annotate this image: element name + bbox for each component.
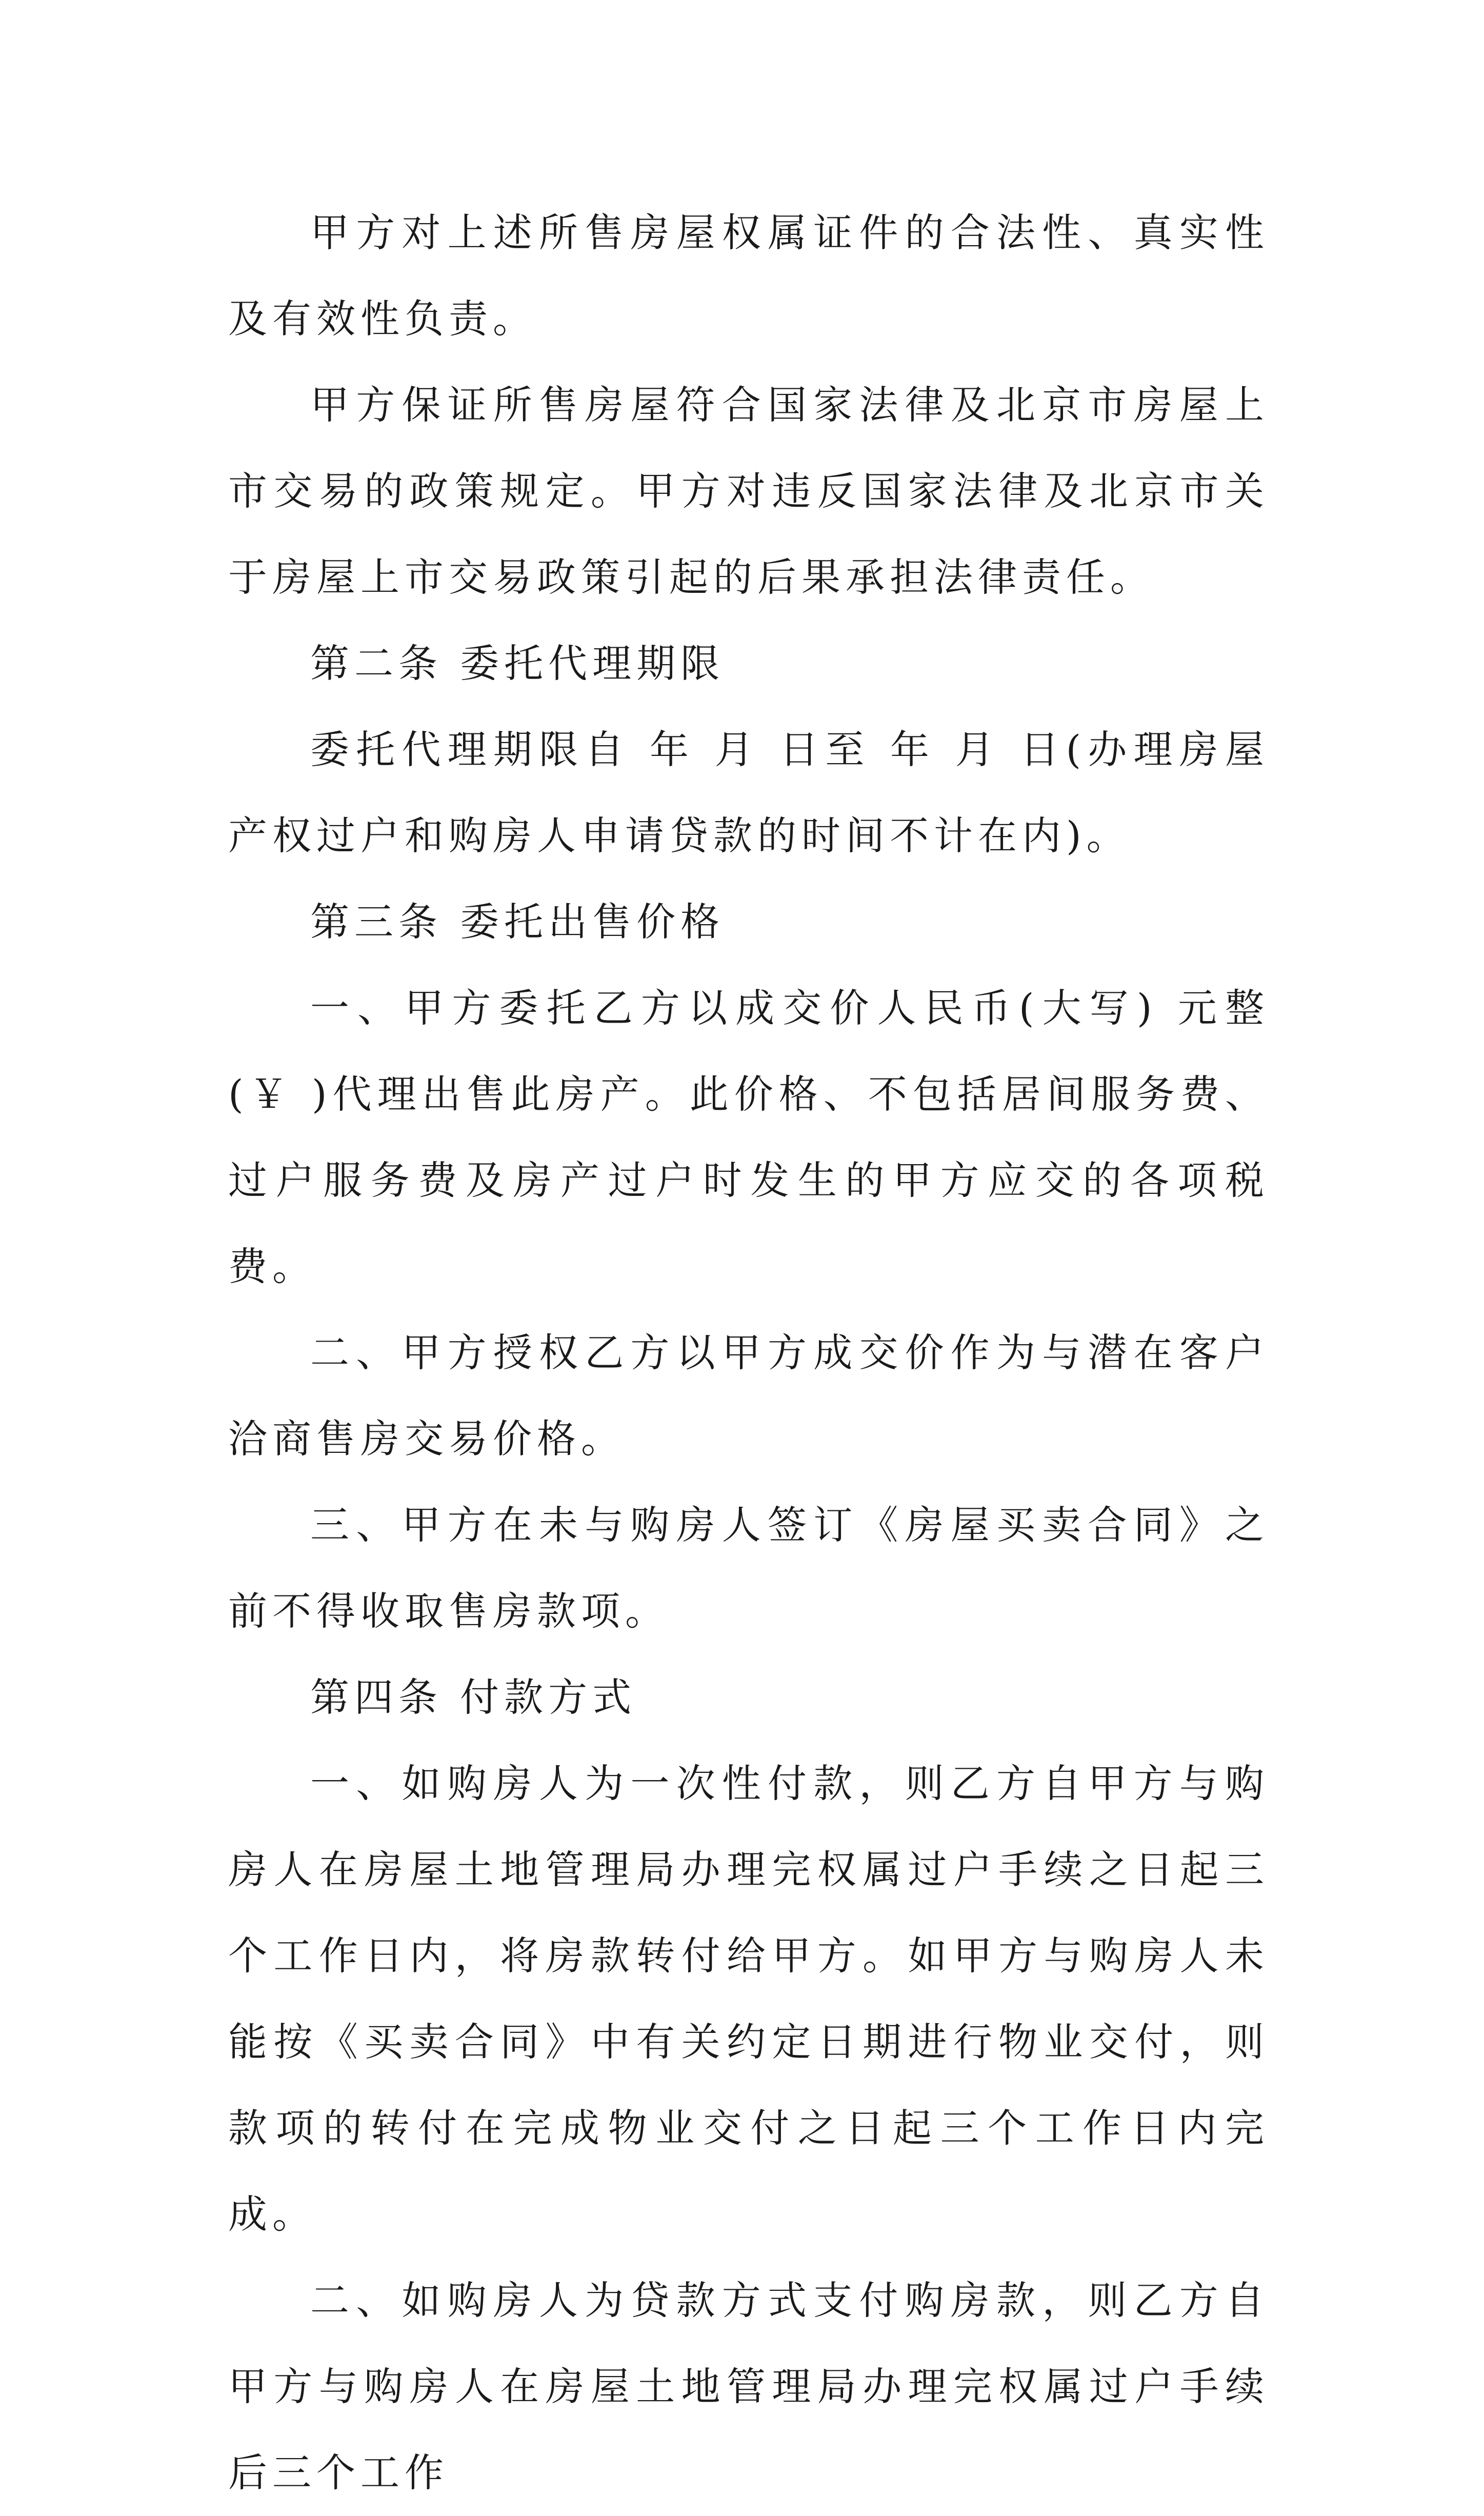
paragraph-sale-price: 一、甲方委托乙方以成交价人民币(大写) 元整(￥ )代理出售此房产。此价格、不包括居间服务费、过户服务费及房产过户时发生的甲方应交的各项税费。	[228, 985, 1269, 1289]
article-2-heading: 第二条 委托代理期限	[310, 641, 725, 686]
paragraph-lump-sum-payment: 一、如购房人为一次性付款，则乙方自甲方与购房人在房屋土地管理局办理完权属过户手续之日起三个工作日内，将房款转付给甲方。如甲方与购房人未能按《买卖合同》中有关约定日期进行物业交付，则款项的转付在完成物业交付之日起三个工作日内完成。	[228, 1761, 1269, 2237]
paragraph-certificate-responsibility: 甲方对上述所售房屋权属证件的合法性、真实性及有效性负责。	[228, 210, 1269, 342]
paragraph-no-payment-before-contract: 三、甲方在未与购房人签订《房屋买卖合同》之前不得收取售房款项。	[228, 1502, 1269, 1634]
article-3-heading: 第三条 委托出售价格	[310, 899, 725, 945]
paragraph-agency-period: 委托代理期限自 年 月 日至 年 月 日(办理房屋产权过户和购房人申请贷款的时间不计在内)。	[228, 727, 1269, 858]
paragraph-price-authorization: 二、甲方授权乙方以甲方成交价作为与潜在客户洽商售房交易价格。	[228, 1330, 1269, 1462]
paragraph-loan-payment: 二、如购房人为贷款方式支付购房款，则乙方自甲方与购房人在房屋土地管理局办理完权属过户手续后三个工作	[228, 2278, 1269, 2495]
paragraph-legal-compliance: 甲方保证所售房屋符合国家法律及北京市房屋上市交易的政策规定。甲方对违反国家法律及北京市关于房屋上市交易政策引起的后果承担法律责任。	[228, 382, 1269, 600]
document-body	[228, 190, 1269, 2516]
article-4-heading: 第四条 付款方式	[310, 1674, 637, 1720]
